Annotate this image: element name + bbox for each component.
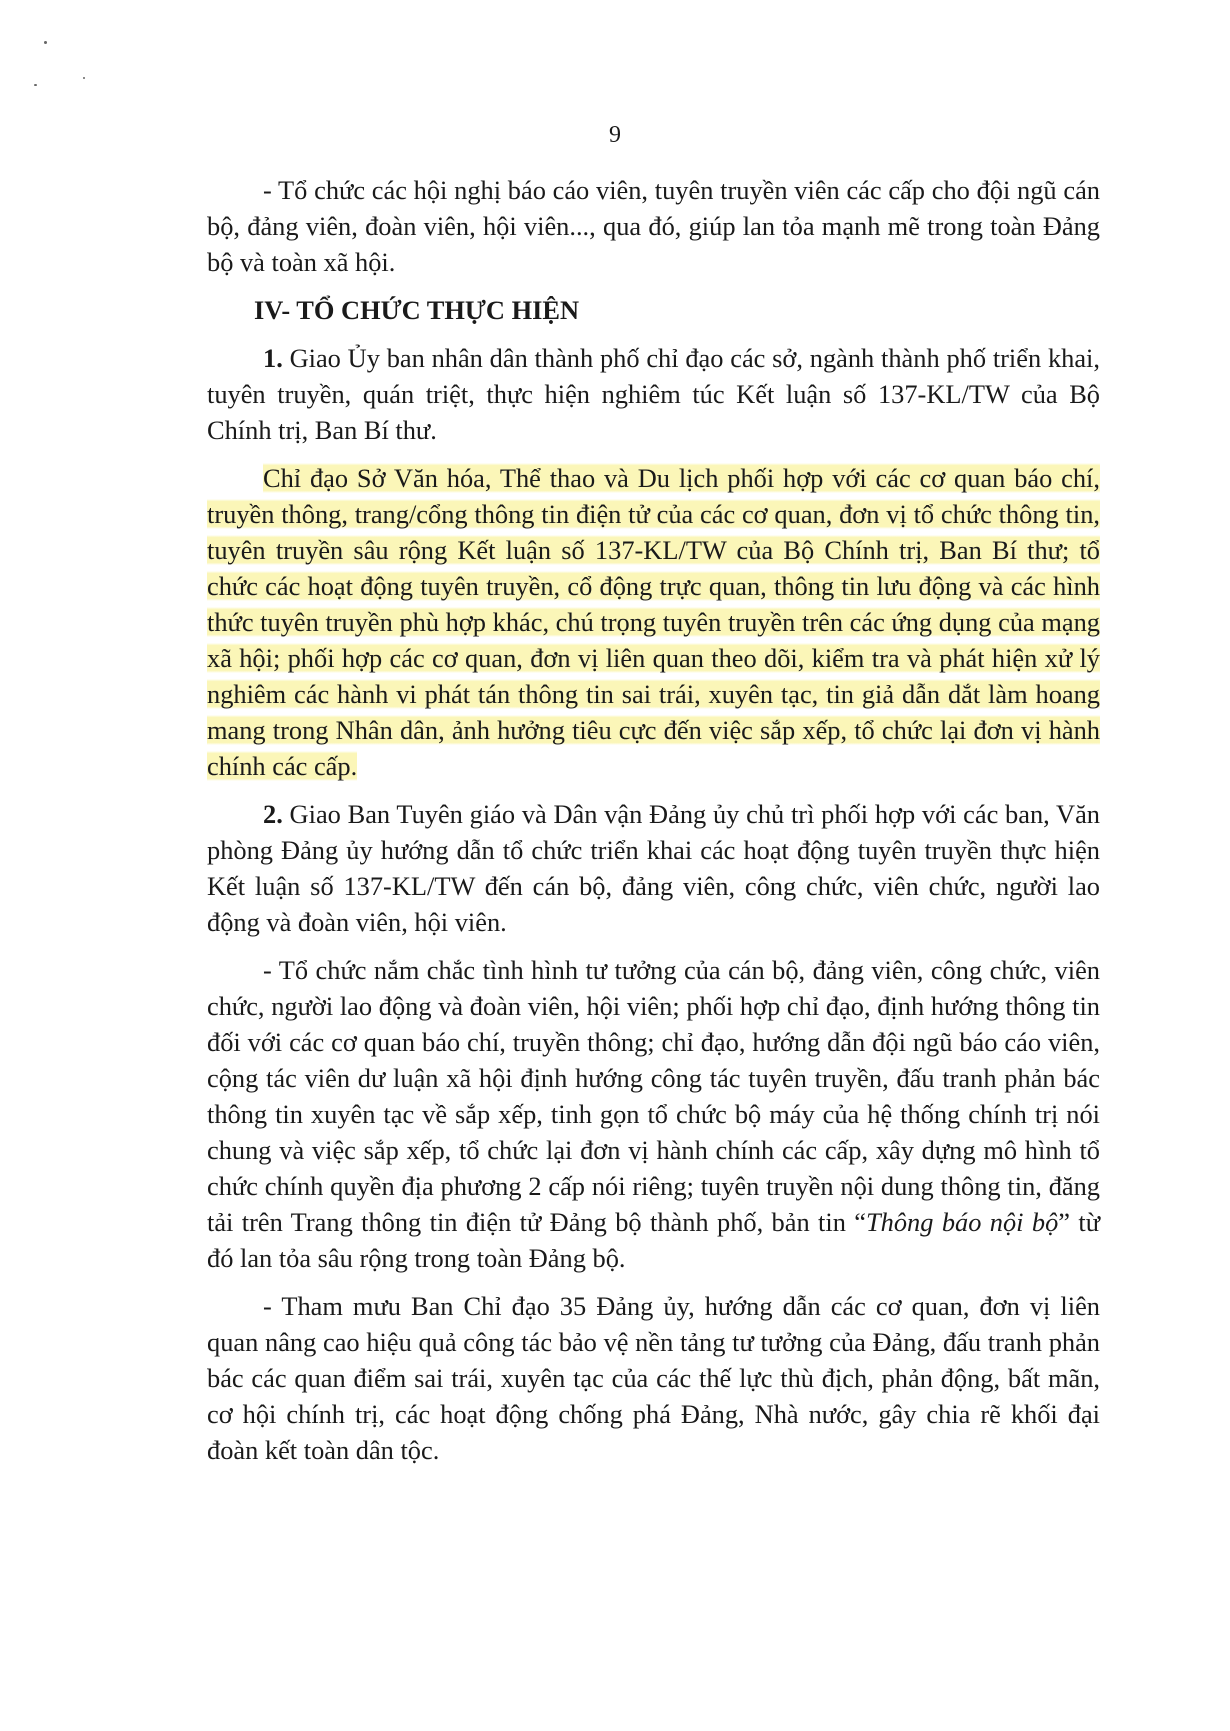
item-2-text: Giao Ban Tuyên giáo và Dân vận Đảng ủy chủ trì phối hợp với các ban, Văn phòng Đảng ủy hướng dẫn tổ chức triển khai các hoạt động tuyên truyền thực hiện Kết luận số 137-KL/TW đến cán bộ, đảng viên, công chức, viên chức, người lao động và đoàn viên, hội viên. bbox=[207, 799, 1100, 937]
item-2 bbox=[207, 796, 1100, 940]
paragraph-ideology bbox=[207, 952, 1100, 1276]
scan-speck bbox=[34, 84, 37, 86]
paragraph-conferences: - Tổ chức các hội nghị báo cáo viên, tuyên truyền viên các cấp cho đội ngũ cán bộ, đảng viên, đoàn viên, hội viên..., qua đó, giúp lan tỏa mạnh mẽ trong toàn Đảng bộ và toàn xã hội. bbox=[207, 175, 1100, 277]
highlighted-paragraph bbox=[207, 460, 1100, 784]
item-1-text: Giao Ủy ban nhân dân thành phố chỉ đạo các sở, ngành thành phố triển khai, tuyên truyền, quán triệt, thực hiện nghiêm túc Kết luận số 137-KL/TW của Bộ Chính trị, Ban Bí thư. bbox=[207, 343, 1100, 445]
bulletin-name: Thông báo nội bộ bbox=[865, 1207, 1059, 1237]
section-heading: IV- TỔ CHỨC THỰC HIỆN bbox=[254, 295, 580, 325]
paragraph-ideology-text: - Tổ chức nắm chắc tình hình tư tưởng của cán bộ, đảng viên, công chức, viên chức, người lao động và đoàn viên, hội viên; phối hợp chỉ đạo, định hướng thông tin đối với các cơ quan báo chí, truyền thông; chỉ đạo, hướng dẫn đội ngũ báo cáo viên, cộng tác viên dư luận xã hội định hướng công tác tuyên truyền, đấu tranh phản bác thông tin xuyên tạc về sắp xếp, tinh gọn tổ chức bộ máy của hệ thống chính trị nói chung và việc sắp xếp, tổ chức lại đơn vị hành chính các cấp, xây dựng mô hình tổ chức chính quyền địa phương 2 cấp nói riêng; tuyên truyền nội dung thông tin, đăng tải trên Trang thông tin điện tử Đảng bộ thành phố, bản tin “ bbox=[207, 955, 1100, 1237]
highlighted-text: Chỉ đạo Sở Văn hóa, Thể thao và Du lịch phối hợp với các cơ quan báo chí, truyền thông, trang/cổng thông tin điện tử của các cơ quan, đơn vị tổ chức thông tin, tuyên truyền sâu rộng Kết luận số 137-KL/TW của Bộ Chính trị, Ban Bí thư; tổ chức các hoạt động tuyên truyền, cổ động trực quan, thông tin lưu động và các hình thức tuyên truyền phù hợp khác, chú trọng tuyên truyền trên các ứng dụng của mạng xã hội; phối hợp các cơ quan, đơn vị liên quan theo dõi, kiểm tra và phát hiện xử lý nghiêm các hành vi phát tán thông tin sai trái, xuyên tạc, tin giả dẫn dắt làm hoang mang trong Nhân dân, ảnh hưởng tiêu cực đến việc sắp xếp, tổ chức lại đơn vị hành chính các cấp. bbox=[207, 463, 1100, 781]
scan-speck bbox=[83, 77, 85, 79]
page-number: 9 bbox=[609, 122, 621, 148]
paragraph-ideology-end: ” từ đó lan tỏa sâu rộng trong toàn Đảng bộ. bbox=[207, 1207, 1101, 1273]
paragraph-steering-35: - Tham mưu Ban Chỉ đạo 35 Đảng ủy, hướng dẫn các cơ quan, đơn vị liên quan nâng cao hiệu quả công tác bảo vệ nền tảng tư tưởng của Đảng, đấu tranh phản bác các quan điểm sai trái, xuyên tạc của các thế lực thù địch, phản động, bất mãn, cơ hội chính trị, các hoạt động chống phá Đảng, Nhà nước, gây chia rẽ khối đại đoàn kết toàn dân tộc. bbox=[207, 1291, 1100, 1465]
item-2-number: 2. bbox=[263, 799, 283, 829]
document-body bbox=[207, 172, 1100, 1468]
scan-speck bbox=[44, 41, 47, 44]
item-1 bbox=[207, 340, 1100, 448]
item-1-number: 1. bbox=[263, 343, 283, 373]
